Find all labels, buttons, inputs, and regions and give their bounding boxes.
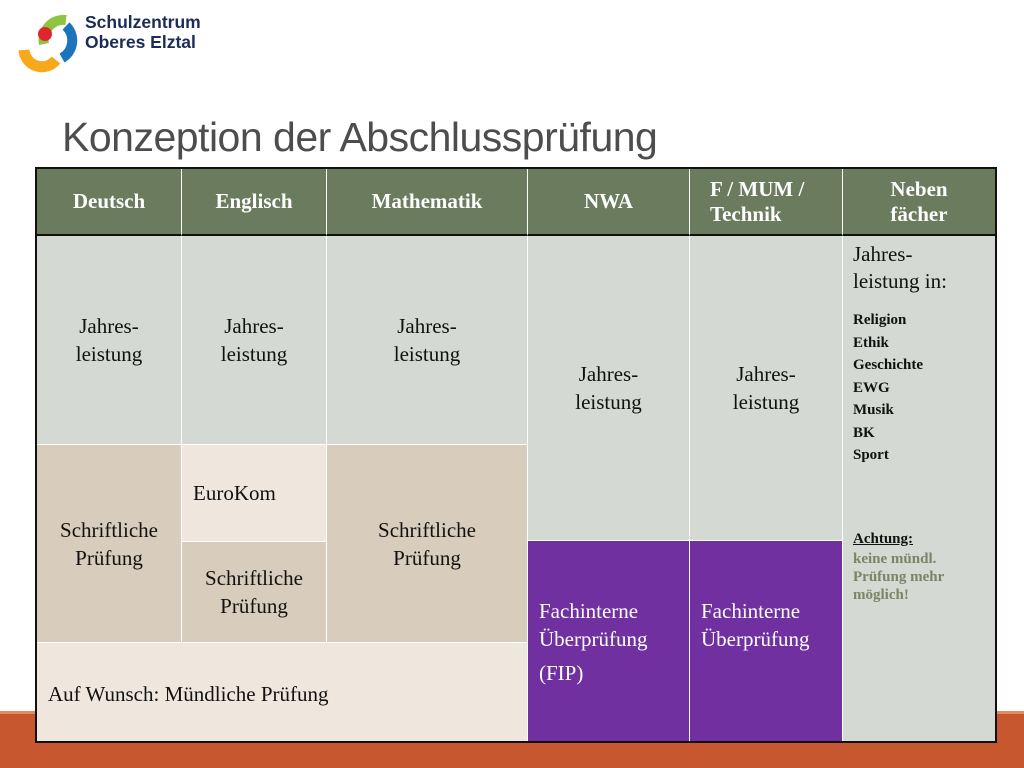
jahres-line2: leistung <box>393 342 461 366</box>
header-f-mum-line1: F / MUM / <box>710 176 805 201</box>
header-f-mum-technik <box>690 169 843 236</box>
schriftlich-line2: Prüfung <box>220 594 288 618</box>
fip-line1: Fachinterne <box>539 599 639 623</box>
cell-mathematik-schriftlich <box>327 445 528 643</box>
neben-subject-ethik: Ethik <box>853 334 889 351</box>
neben-subject-bk: BK <box>853 424 875 441</box>
cell-nwa-jahresleistung <box>528 236 690 541</box>
fip-line1: Fachinterne <box>701 599 801 623</box>
school-name-line2: Oberes Elztal <box>85 32 196 52</box>
neben-achtung-note <box>853 528 995 604</box>
page-title: Konzeption der Abschlussprüfung <box>62 114 658 160</box>
jahres-line2: leistung <box>575 390 642 414</box>
header-englisch: Englisch <box>182 169 327 236</box>
cell-fmum-fip <box>690 541 843 741</box>
jahres-line1: Jahres- <box>397 314 457 338</box>
cell-nebenfaecher <box>843 236 995 741</box>
header-neben-line2: fächer <box>890 201 948 226</box>
achtung-line1: keine mündl. <box>853 550 937 567</box>
fip-line2: Überprüfung <box>701 627 810 651</box>
fip-line2: Überprüfung <box>539 627 648 651</box>
achtung-line3: möglich! <box>853 586 909 603</box>
cell-englisch-eurokom: EuroKom <box>182 445 327 542</box>
neben-subject-list <box>853 309 995 467</box>
jahres-line2: leistung <box>220 342 288 366</box>
neben-subject-religion: Religion <box>853 312 907 328</box>
achtung-label: Achtung: <box>853 530 914 547</box>
schriftlich-line2: Prüfung <box>75 545 143 570</box>
header-f-mum-line2: Technik <box>710 201 782 226</box>
school-name-line1: Schulzentrum <box>85 12 201 32</box>
neben-subject-sport: Sport <box>853 447 889 463</box>
cell-mathematik-jahresleistung <box>327 236 528 445</box>
neben-subject-musik: Musik <box>853 402 894 418</box>
jahres-line1: Jahres- <box>224 314 284 338</box>
schriftlich-line1: Schriftliche <box>60 517 158 542</box>
neben-intro-line2: leistung in: <box>853 269 947 293</box>
schriftlich-line1: Schriftliche <box>378 517 476 542</box>
exam-concept-table <box>35 167 997 743</box>
school-logo-icon <box>18 6 80 74</box>
neben-subject-ewg: EWG <box>853 379 890 396</box>
cell-englisch-jahresleistung <box>182 236 327 445</box>
cell-englisch-schriftlich <box>182 542 327 643</box>
header-nebenfaecher <box>843 169 995 236</box>
header-nwa: NWA <box>528 169 690 236</box>
jahres-line2: leistung <box>75 342 143 366</box>
cell-deutsch-jahresleistung <box>37 236 182 445</box>
fip-line3: (FIP) <box>539 661 584 685</box>
school-name <box>85 12 201 52</box>
cell-nwa-fip <box>528 541 690 741</box>
header-deutsch: Deutsch <box>37 169 182 236</box>
schriftlich-line1: Schriftliche <box>205 566 303 590</box>
header-mathematik: Mathematik <box>327 169 528 236</box>
cell-fmum-jahresleistung <box>690 236 843 541</box>
neben-subject-geschichte: Geschichte <box>853 357 923 373</box>
schriftlich-line2: Prüfung <box>393 545 461 570</box>
neben-intro-line1: Jahres- <box>853 242 913 266</box>
cell-muendliche-pruefung: Auf Wunsch: Mündliche Prüfung <box>37 643 528 741</box>
jahres-line1: Jahres- <box>736 362 796 386</box>
jahres-line1: Jahres- <box>578 362 639 386</box>
achtung-line2: Prüfung mehr <box>853 568 945 585</box>
jahres-line2: leistung <box>732 390 800 414</box>
jahres-line1: Jahres- <box>79 314 139 338</box>
header-neben-line1: Neben <box>890 176 948 201</box>
cell-deutsch-schriftlich <box>37 445 182 643</box>
